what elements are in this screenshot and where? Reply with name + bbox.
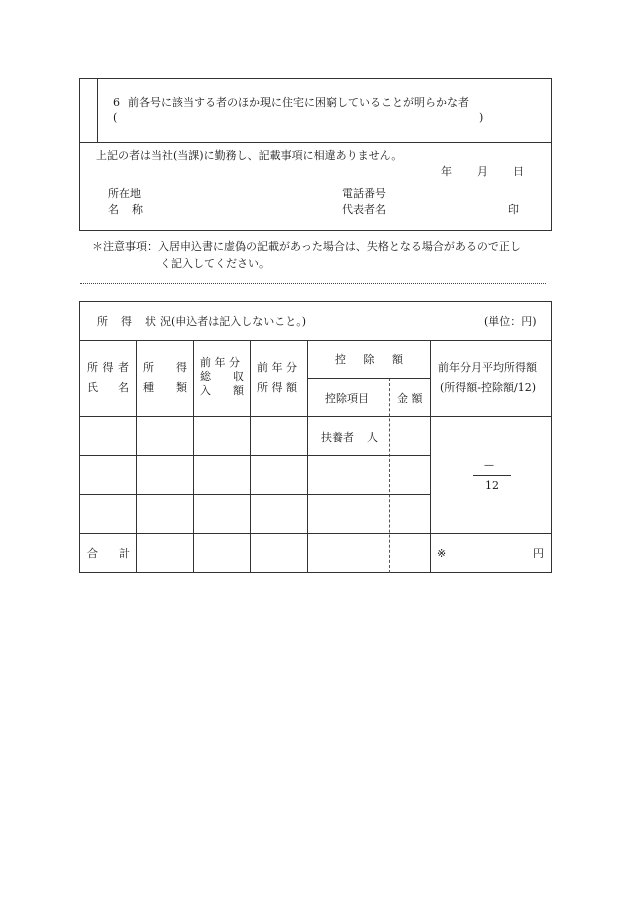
col-gross-char: 入 [200, 384, 211, 397]
col-deduction-char: 額 [392, 353, 403, 366]
col-earner-char: 者 [118, 361, 129, 374]
income-title-rest: 況(申込者は記入しないこと。) [160, 315, 307, 328]
dependent-unit: 人 [367, 431, 378, 444]
address-label: 所在地 [108, 187, 141, 200]
item6-paren-close: ) [479, 111, 484, 124]
fraction-numerator: — [484, 460, 494, 471]
total-label-2: 計 [119, 547, 130, 560]
income-title-3: 状 [145, 315, 156, 328]
certification-statement: 上記の者は当社(当課)に勤務し、記載事項に相違ありません。 [96, 149, 403, 162]
col-divider-5 [389, 378, 390, 573]
row-line-1 [79, 455, 430, 456]
representative-label: 代表者名 [342, 203, 386, 216]
phone-label: 電話番号 [342, 187, 386, 200]
total-label-1: 合 [87, 547, 98, 560]
note-line-2: く記入してください。 [160, 257, 270, 270]
cut-line [80, 283, 546, 284]
row-line-2 [79, 494, 430, 495]
dependent-label: 扶養者 [321, 431, 354, 444]
deduction-subheader-line [307, 378, 430, 379]
col-gross-char: 収 [233, 370, 244, 383]
col-gross-header-1: 前 年 分 [200, 356, 240, 369]
col-type-char: 種 [143, 381, 154, 394]
col-divider-4 [307, 340, 308, 573]
col-earner-char: 所 [87, 361, 98, 374]
date-year: 年 [441, 165, 452, 178]
col-gross-header-2 [200, 371, 244, 382]
income-title-2: 得 [121, 315, 132, 328]
col-gross-header-3 [200, 385, 244, 396]
col-gross-char: 額 [233, 384, 244, 397]
col-earner-char: 得 [102, 361, 114, 374]
seal-mark: 印 [508, 203, 519, 216]
col-type-char: 得 [176, 361, 187, 374]
name-label-1: 名 [108, 203, 119, 216]
col-divider-1 [136, 340, 137, 573]
col-deduction-char: 控 [335, 353, 346, 366]
col-type-char: 類 [176, 381, 187, 394]
total-row-line [79, 533, 552, 534]
col-type-char: 所 [143, 361, 154, 374]
note-line-1: ＊注意事項：入居申込書に虚偽の記載があった場合は、失格となる場合があるので正し [92, 240, 521, 253]
col-earner-header-1 [87, 362, 129, 373]
name-label-2: 称 [132, 203, 143, 216]
col-divider-3 [250, 340, 251, 573]
col-type-header-1 [143, 362, 187, 373]
col-earner-char: 名 [118, 381, 129, 394]
col-earner-char: 氏 [87, 381, 98, 394]
fraction-bar [473, 475, 511, 476]
col-earner-header-2 [87, 382, 129, 393]
fraction-denominator: 12 [485, 479, 499, 492]
title-row-divider [79, 340, 552, 341]
income-unit: (単位：円) [484, 315, 537, 328]
col-type-header-2 [143, 382, 187, 393]
item6-paren-open: ( [113, 111, 118, 124]
total-note-mark: ※ [437, 547, 447, 560]
item6-left-divider [97, 78, 98, 142]
item6-number: 6 [113, 96, 120, 109]
item6-text: 前各号に該当する者のほか現に住宅に困窮していることが明らかな者 [128, 96, 469, 109]
col-deduction-amount-header: 金 額 [397, 392, 423, 405]
total-yen: 円 [533, 547, 544, 560]
col-divider-6 [430, 340, 431, 573]
col-income-header-2: 所 得 額 [257, 381, 297, 394]
date-month: 月 [477, 165, 488, 178]
col-deduction-char: 除 [363, 353, 375, 366]
col-income-header-1: 前 年 分 [257, 361, 297, 374]
col-deduction-item-header: 控除項目 [325, 392, 369, 405]
col-divider-2 [193, 340, 194, 573]
header-bottom-line-left [79, 416, 552, 417]
col-monthly-header-1: 前年分月平均所得額 [438, 361, 537, 374]
income-title-1: 所 [97, 315, 108, 328]
col-gross-char: 総 [200, 370, 211, 383]
col-monthly-header-2: (所得額-控除額/12) [440, 381, 537, 394]
date-day: 日 [513, 165, 524, 178]
col-deduction-header [335, 354, 403, 365]
